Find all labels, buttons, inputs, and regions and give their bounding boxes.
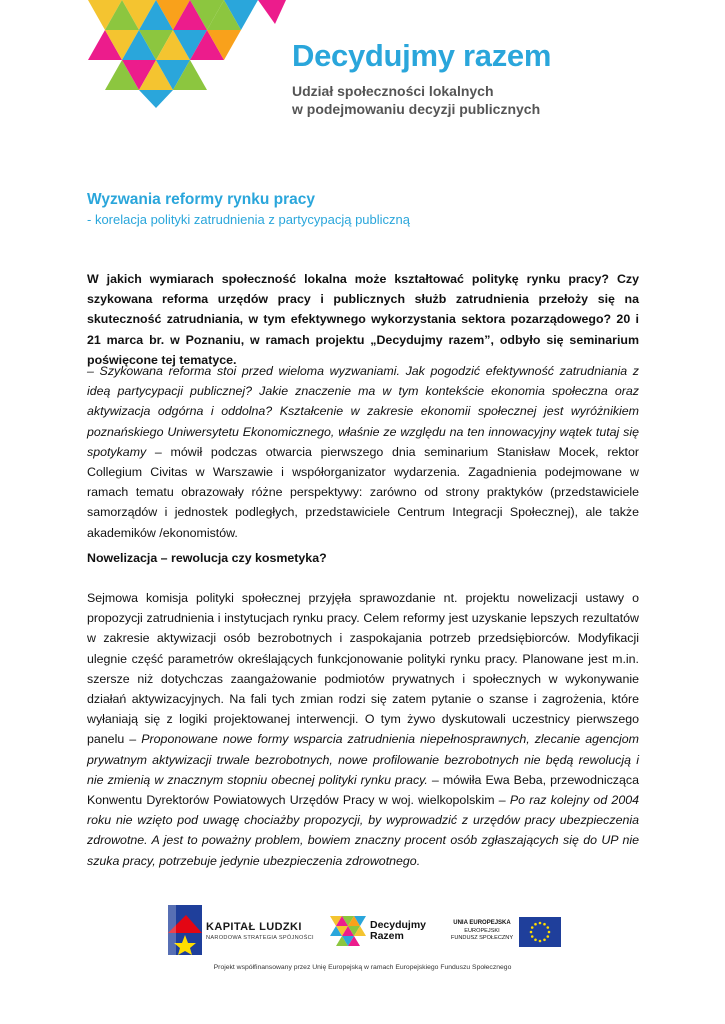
brand-title: Decydujmy razem	[292, 38, 552, 73]
eu-star	[543, 938, 546, 941]
dr-line2: Razem	[370, 930, 404, 942]
eu-star	[546, 935, 549, 938]
eu-line2: EUROPEJSKI	[464, 927, 500, 934]
eu-line1: UNIA EUROPEJSKA	[453, 920, 511, 926]
eu-star	[531, 935, 534, 938]
footer-logos	[0, 905, 725, 965]
brand-subtitle	[292, 82, 540, 118]
brand-subtitle-line1: Udział społeczności lokalnych	[292, 83, 494, 99]
eu-star	[531, 926, 534, 929]
paragraph-1-quote: – Szykowana reforma stoi przed wieloma wyzwaniami. Jak pogodzić efektywność zatrudniania z ideą partycypacji publicznej? Jakie znaczenie ma w tym kontekście ekonomia społeczna oraz aktywizacja odgórna i oddolna? Kształcenie w zakresie ekonomii społecznej jest wyróżnikiem poznańskiego Uniwersytetu Ekonomicznego, właśnie ze względu na ten innowacyjny wątek tutaj się spotykamy	[87, 364, 639, 459]
eu-star	[534, 938, 537, 941]
eu-star	[548, 931, 551, 934]
document-subtitle: - korelacja polityki zatrudnienia z partycypacją publiczną	[87, 212, 410, 227]
eu-star	[539, 940, 542, 943]
paragraph-2-text-c: – mówiła Ewa Beba, przewodnicząca Konwentu Dyrektorów Powiatowych Urzędów Pracy w woj. wielkopolskim –	[87, 772, 639, 808]
decydujmy-razem-small-text	[370, 920, 426, 942]
eu-star	[534, 923, 537, 926]
eu-star	[530, 931, 533, 934]
eu-star	[539, 922, 542, 925]
decydujmy-razem-small-logo-icon	[330, 916, 368, 948]
kapital-ludzki-title: KAPITAŁ LUDZKI	[206, 921, 302, 933]
document-title: Wyzwania reformy rynku pracy	[87, 191, 315, 208]
decydujmy-razem-logo-icon	[78, 0, 293, 108]
section-heading: Nowelizacja – rewolucja czy kosmetyka?	[87, 551, 327, 565]
kapital-ludzki-subtitle: NARODOWA STRATEGIA SPÓJNOŚCI	[206, 935, 314, 941]
eu-text	[446, 920, 518, 943]
kapital-ludzki-logo-icon	[168, 905, 202, 955]
lead-paragraph: W jakich wymiarach społeczność lokalna może kształtować politykę rynku pracy? Czy szykowana reforma urzędów pracy i publicznych służb zatrudnienia przełoży się na skuteczność zatrudniania, w tym efektywnego wykorzystania sektora pozarządowego? 20 i 21 marca br. w Poznaniu, w ramach projektu „Decydujmy razem”, odbyło się seminarium poświęcone tej tematyce.	[87, 272, 639, 367]
paragraph-2-quote-b: Proponowane nowe formy wsparcia zatrudnienia niepełnosprawnych, zlecanie agencjom prywatnym aktywizacji trwale bezrobotnych, nowe profilowanie bezrobotnych nie będą rewolucją i nie zmienią w znacznym stopniu obecnej polityki rynku pracy.	[87, 732, 639, 787]
paragraph-2	[87, 588, 639, 871]
footer-cofinancing-note: Projekt współfinansowany przez Unię Europejską w ramach Europejskiego Funduszu Społecznego	[213, 964, 512, 971]
paragraph-2-quote-d: Po raz kolejny od 2004 roku nie wzięto pod uwagę chociażby propozycji, by wyprowadzić z urzędów pracy ubezpieczenia zdrowotne. A jest to poważny problem, bowiem znaczny procent osób zgłaszających się do UP nie szuka pracy, potrzebuje jedynie ubezpieczenia zdrowotnego.	[87, 793, 639, 868]
dr-line1: Decydujmy	[370, 919, 427, 931]
paragraph-2-text-a: Sejmowa komisja polityki społecznej przyjęła sprawozdanie nt. projektu nowelizacji ustawy o propozycji zatrudnienia i instytucjach rynku pracy. Celem reformy jest uzyskanie lepszych rezultatów w zakresie aktywizacji osób bezrobotnych i zaspokajania potrzeb przedsiębiorców. Modyfikacji ulegnie część parametrów określających funkcjonowanie polityki rynku pracy. Planowane jest m.in. szersze niż dotychczas zaangażowanie podmiotów prywatnych i społecznych w wykonywanie działań aktywizacyjnych. Na fali tych zmian rodzi się zatem pytanie o szanse i zagrożenia, które wyłaniają się z logiki projektowanej interwencji. O tym żywo dyskutowali uczestnicy pierwszego panelu –	[87, 591, 639, 747]
eu-star	[543, 923, 546, 926]
eu-flag-icon	[519, 917, 561, 947]
brand-subtitle-line2: w podejmowaniu decyzji publicznych	[292, 101, 541, 117]
eu-star	[546, 926, 549, 929]
paragraph-1	[87, 361, 639, 543]
eu-line3: FUNDUSZ SPOŁECZNY	[450, 935, 514, 941]
paragraph-1-text: – mówił podczas otwarcia pierwszego dnia seminarium Stanisław Mocek, rektor Collegium Civitas w Warszawie i współorganizator wydarzenia. Zagadnienia podejmowane w ramach tematu obrazowały różne perspektywy: zarówno od strony praktyków (przedstawiciele samorządów i jednostek podległych, przedstawiciele Centrum Integracji Społecznej), ale także akademików /ekonomistów.	[87, 444, 639, 540]
